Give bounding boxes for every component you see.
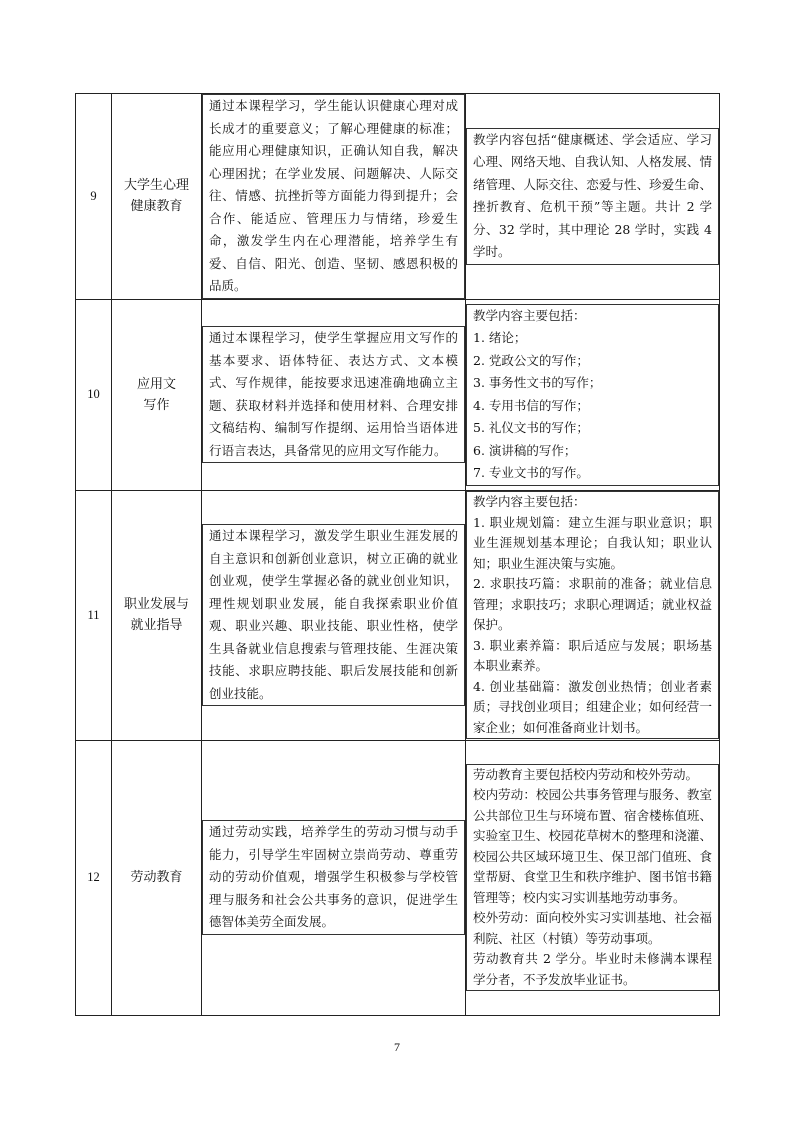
content-line: 6. 演讲稿的写作； (473, 442, 577, 458)
course-goal: 通过本课程学习，学生能认识健康心理对成长成才的重要意义；了解心理健康的标准；能应用心理健康知识，正确认知自我，解决心理困扰；在学业发展、问题解决、人际交往、情感、抗挫折等方面能力得到提升；会合作、能适应、管理压力与情绪，珍爱生命，激发学生内在心理潜能，培养学生有爱、自信、阳光、创造、坚韧、感恩积极的品质。 (209, 98, 458, 293)
course-goal-cell (202, 740, 466, 1015)
course-goal-cell (202, 299, 466, 490)
course-goal-cell (202, 94, 466, 300)
course-name-line: 职业发展与 (123, 597, 189, 612)
content-line: 4. 创业基础篇：激发创业热情；创业者素质；寻找创业项目；组建企业；如何经营一家企业；如何准备商业计划书。 (473, 678, 712, 735)
content-line: 教学内容包括“健康概述、学会适应、学习心理、网络天地、自我认知、人格发展、情绪管理、人际交往、恋爱与性、珍爱生命、挫折教育、危机干预”等主题。共计 2 学分、32 学时，其中理论 28 学时，实践 4 学时。 (473, 131, 712, 260)
course-name (112, 490, 202, 740)
course-content-cell (466, 94, 720, 300)
course-content-cell (466, 490, 720, 740)
course-goal: 通过劳动实践，培养学生的劳动习惯与动手能力，引导学生牢固树立崇尚劳动、尊重劳动的劳动价值观，增强学生积极参与学校管理与服务和社会公共事务的意识，促进学生德智体美劳全面发展。 (209, 824, 458, 930)
course-content (467, 765, 718, 991)
content-line: 校内劳动：校园公共事务管理与服务、教室公共部位卫生与环境布置、宿舍楼栋值班、实验室卫生、校园花草树木的整理和浇灌、校园公共区域环境卫生、保卫部门值班、食堂帮厨、食堂卫生和秩序维护、图书馆书籍管理等；校内实习实训基地劳动事务。 (473, 787, 712, 905)
course-content (467, 129, 718, 264)
content-line: 2. 求职技巧篇：求职前的准备；就业信息管理；求职技巧；求职心理调适；就业权益保护。 (473, 576, 712, 632)
content-line: 7. 专业文书的写作。 (473, 465, 589, 480)
course-content (467, 305, 718, 485)
course-number: 10 (76, 299, 112, 490)
table-row (76, 490, 720, 740)
content-line: 2. 党政公文的写作； (473, 352, 589, 368)
course-name-line: 大学生心理 (123, 178, 189, 194)
table-row (76, 94, 720, 300)
course-content (467, 492, 718, 738)
content-line: 3. 事务性文书的写作； (473, 375, 602, 390)
content-line: 3. 职业素养篇：职后适应与发展；职场基本职业素养。 (473, 637, 712, 673)
content-line: 1. 职业规划篇：建立生涯与职业意识；职业生涯规划基本理论；自我认知；职业认知；职业生涯决策与实施。 (473, 514, 712, 571)
course-name (112, 94, 202, 300)
course-number: 11 (76, 490, 112, 740)
content-line: 教学内容主要包括： (473, 494, 586, 509)
course-table (75, 93, 720, 1016)
content-line: 4. 专用书信的写作； (473, 397, 589, 413)
course-name-line: 劳动教育 (130, 870, 183, 885)
content-line: 教学内容主要包括： (473, 307, 586, 323)
course-number: 12 (76, 740, 112, 1015)
table-row (76, 740, 720, 1015)
content-line: 劳动教育共 2 学分。毕业时未修满本课程学分者，不予发放毕业证书。 (473, 951, 712, 987)
course-goal: 通过本课程学习，激发学生职业生涯发展的自主意识和创新创业意识，树立正确的就业创业观，使学生掌握必备的就业创业知识，理性规划职业发展，能自我探索职业价值观、职业兴趣、职业技能、职业性格，使学生具备就业信息搜索与管理技能、生涯决策技能、求职应聘技能、职后发展技能和创新创业技能。 (209, 528, 458, 701)
course-goal-cell (202, 490, 466, 740)
course-content-cell (466, 740, 720, 1015)
content-line: 劳动教育主要包括校内劳动和校外劳动。 (473, 766, 699, 782)
course-name-line: 健康教育 (130, 199, 183, 215)
content-line: 5. 礼仪文书的写作； (473, 420, 589, 435)
course-name (112, 299, 202, 490)
course-name-line: 写作 (143, 397, 170, 413)
course-name (112, 740, 202, 1015)
course-number: 9 (76, 94, 112, 300)
course-content-cell (466, 299, 720, 490)
table-row (76, 299, 720, 490)
page-number: 7 (394, 1040, 400, 1054)
content-line: 校外劳动：面向校外实习实训基地、社会福利院、社区（村镇）等劳动事项。 (473, 910, 712, 946)
course-goal: 通过本课程学习，使学生掌握应用文写作的基本要求、语体特征、表达方式、文本模式、写作规律，能按要求迅速准确地确立主题、获取材料并选择和使用材料、合理安排文稿结构、编制写作提纲、运用恰当语体进行语言表达，具备常见的应用文写作能力。 (209, 330, 458, 458)
course-name-line: 就业指导 (130, 618, 183, 633)
course-name-line: 应用文 (136, 376, 176, 392)
content-line: 1. 绪论； (473, 330, 527, 345)
